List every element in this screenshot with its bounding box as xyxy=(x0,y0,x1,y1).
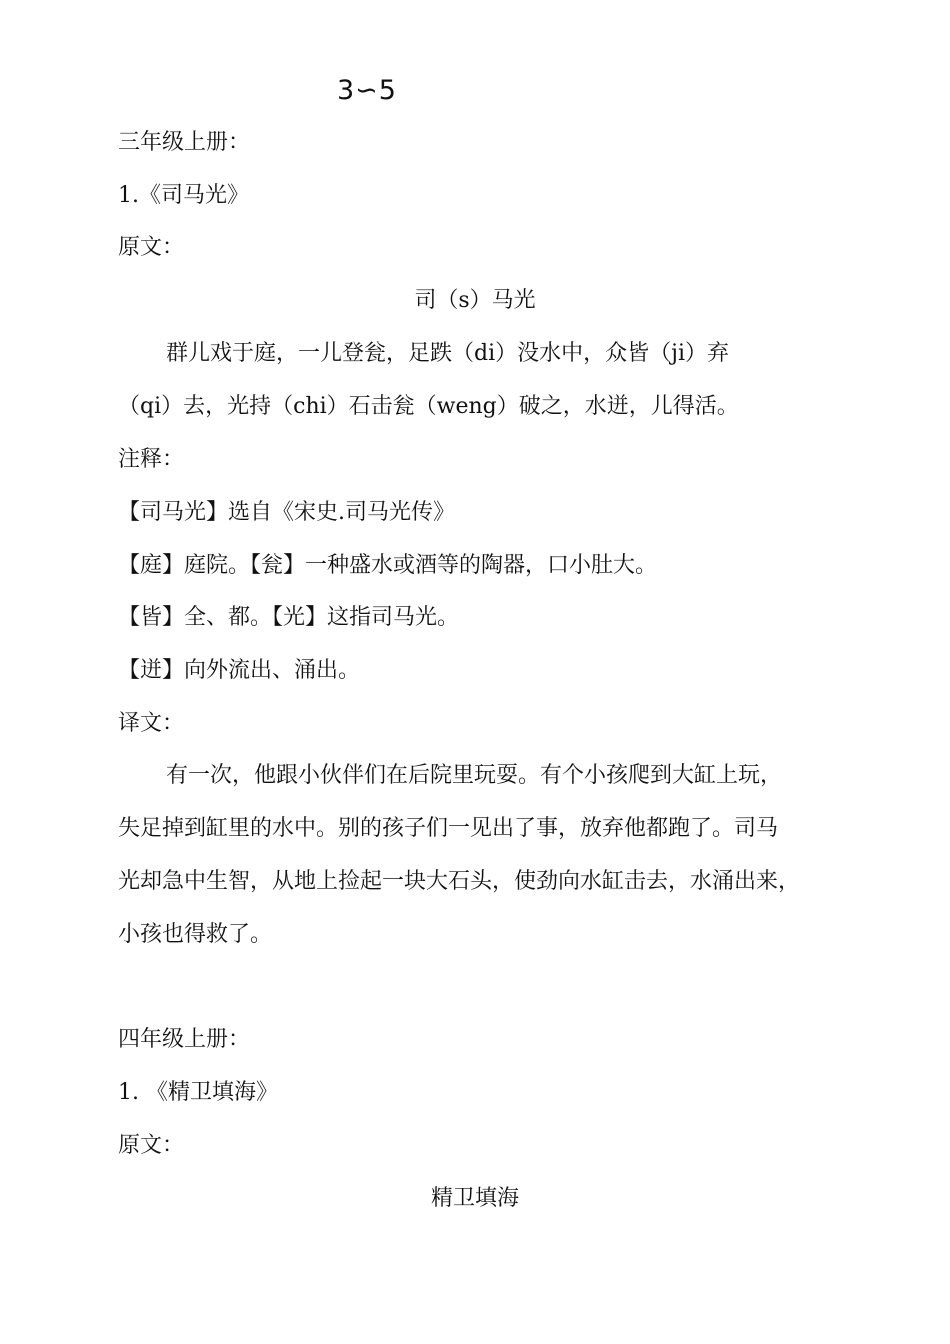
grade4-text-title: 精卫填海 xyxy=(430,1186,519,1211)
grade4-original-label: 原文： xyxy=(118,1133,185,1158)
grade3-item-title: 1.《司马光》 xyxy=(118,183,249,208)
grade4-item-title: 1. 《精卫填海》 xyxy=(118,1080,278,1105)
page-heading: 3∽5 xyxy=(337,75,397,106)
grade3-note-4: 【迸】向外流出、涌出。 xyxy=(118,658,361,683)
grade3-translation-line-3: 光却急中生智，从地上捡起一块大石头，使劲向水缸击去，水涌出来， xyxy=(118,869,801,894)
grade3-original-line-1: 群儿戏于庭，一儿登瓮，足跌（di）没水中，众皆（ji）弃 xyxy=(166,341,729,366)
grade3-note-1: 【司马光】选自《宋史.司马光传》 xyxy=(118,500,455,525)
grade3-translation-label: 译文： xyxy=(118,711,185,736)
grade3-text-title: 司（s）马光 xyxy=(414,288,536,313)
grade3-original-label: 原文： xyxy=(118,235,185,260)
grade3-section-label: 三年级上册： xyxy=(118,130,251,155)
grade3-notes-label: 注释： xyxy=(118,447,185,472)
grade3-translation-line-1: 有一次，他跟小伙伴们在后院里玩耍。有个小孩爬到大缸上玩， xyxy=(166,763,783,788)
grade4-section-label: 四年级上册： xyxy=(118,1027,251,1052)
grade3-translation-line-2: 失足掉到缸里的水中。别的孩子们一见出了事，放弃他都跑了。司马 xyxy=(118,816,779,841)
grade3-translation-line-4: 小孩也得救了。 xyxy=(118,922,273,947)
grade3-note-3: 【皆】全、都。【光】这指司马光。 xyxy=(118,605,460,630)
grade3-original-line-2: （qi）去，光持（chi）石击瓮（weng）破之，水迸，儿得活。 xyxy=(118,394,739,419)
grade3-note-2: 【庭】庭院。【瓮】一种盛水或酒等的陶器，口小肚大。 xyxy=(118,553,658,578)
